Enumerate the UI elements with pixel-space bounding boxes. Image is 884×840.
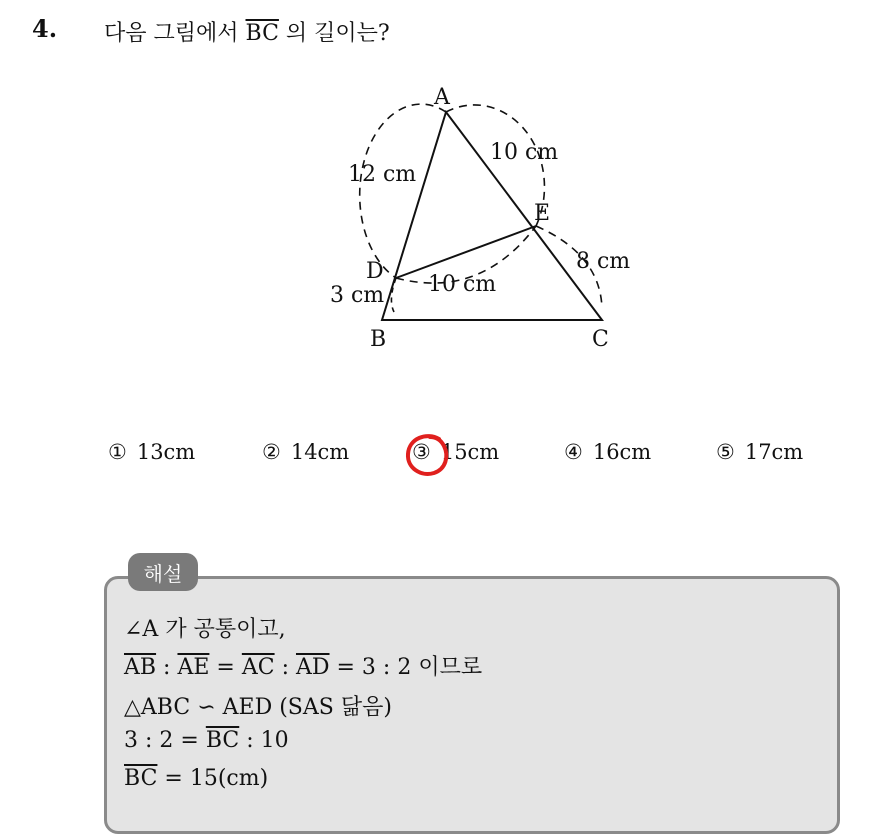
choice-text: 15cm — [440, 440, 500, 464]
solution-text: 3 : 2 = — [124, 728, 206, 753]
angle-symbol: ∠A — [124, 617, 159, 642]
length-ad: 12 cm — [348, 162, 417, 187]
question-suffix: 의 길이는? — [278, 21, 390, 46]
label-a: A — [434, 85, 450, 110]
choice-text: 16cm — [592, 440, 652, 464]
solution-line-1 — [124, 612, 286, 643]
choice-1[interactable] — [108, 440, 195, 464]
segment-de — [396, 226, 536, 278]
length-db: 3 cm — [330, 283, 385, 308]
segment-ab: $\overline{AB}$ — [124, 655, 157, 680]
solution-text: : 10 — [239, 728, 289, 753]
label-c: C — [592, 327, 609, 352]
triangle-abc-text: △ABC — [124, 695, 191, 720]
solution-text: AED (SAS 닮음) — [222, 695, 392, 720]
solution-line-2 — [124, 650, 482, 681]
choice-number: ① — [108, 440, 127, 464]
choice-number: ③ — [412, 440, 431, 464]
choice-text: 17cm — [744, 440, 804, 464]
segment-bc: $\overline{BC}$ — [124, 766, 158, 791]
length-ec: 8 cm — [576, 249, 631, 274]
segment-ae: $\overline{AE}$ — [177, 655, 210, 680]
answer-circle-mark — [403, 430, 453, 480]
solution-line-4 — [124, 728, 289, 753]
label-b: B — [370, 327, 387, 352]
choice-4[interactable] — [564, 440, 651, 464]
arc-ae — [446, 105, 544, 226]
segment-bc: $\overline{BC}$ — [205, 728, 240, 753]
solution-tag: 해설 — [128, 553, 198, 591]
solution-text: = 15(cm) — [157, 766, 269, 791]
equals: = — [209, 655, 242, 680]
segment-ad: $\overline{AD}$ — [295, 655, 330, 680]
length-ae: 10 cm — [490, 140, 559, 165]
label-d: D — [366, 259, 384, 284]
choice-number: ④ — [564, 440, 583, 464]
question-text — [104, 16, 390, 47]
solution-line-5 — [124, 766, 268, 791]
similar-symbol: ∽ — [190, 695, 223, 720]
triangle-figure — [300, 78, 640, 358]
question-number: 4. — [32, 14, 58, 43]
solution-line-3 — [124, 690, 392, 721]
colon: : — [156, 655, 178, 680]
choice-text: 14cm — [290, 440, 350, 464]
length-de: 10 cm — [428, 272, 497, 297]
segment-ac: $\overline{AC}$ — [241, 655, 275, 680]
choice-number: ② — [262, 440, 281, 464]
label-e: E — [534, 201, 551, 226]
choice-2[interactable] — [262, 440, 349, 464]
question-prefix: 다음 그림에서 — [104, 21, 246, 46]
choice-number: ⑤ — [716, 440, 735, 464]
solution-text: 가 공통이고, — [158, 617, 286, 642]
solution-text: = 3 : 2 이므로 — [329, 655, 483, 680]
choice-5[interactable] — [716, 440, 803, 464]
colon: : — [274, 655, 296, 680]
question-segment: $\overline{BC}$ — [245, 21, 279, 46]
choice-text: 13cm — [136, 440, 196, 464]
